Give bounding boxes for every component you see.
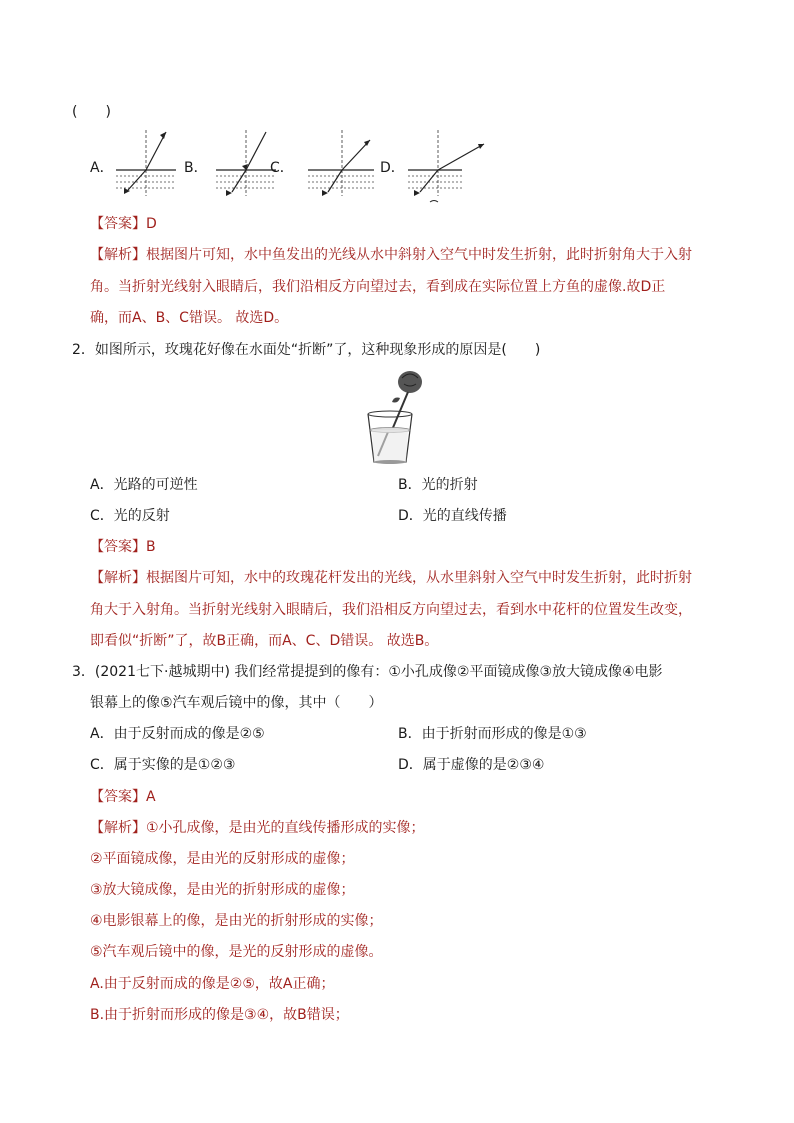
q3-stem-line-1: 3．(2021七下·越城期中) 我们经常提提到的像有：①小孔成像②平面镜成像③放大镜成像④电影 [72, 664, 663, 680]
q3-analysis-tag: 【解析】 [90, 820, 146, 836]
q1-figure-a [112, 126, 180, 198]
q1-stem-tail: ( ) [72, 104, 111, 120]
q2-option-b: B．光的折射 [398, 477, 478, 493]
q3-answer-tag: 【答案】 [90, 789, 146, 805]
q2-analysis-line-1 [90, 568, 692, 588]
q2-answer-value: B [146, 539, 156, 555]
q3-stem-line-2: 银幕上的像⑤汽车观后镜中的像，其中（ ） [90, 695, 383, 711]
q2-analysis-text-1: 根据图片可知，水中的玫瑰花杆发出的光线，从水里斜射入空气中时发生折射，此时折射 [146, 570, 692, 586]
q3-analysis-line-7: B.由于折射而形成的像是③④，故B错误； [90, 1007, 349, 1023]
q1-analysis-text-1: 根据图片可知，水中鱼发出的光线从水中斜射入空气中时发生折射，此时折射角大于入射 [146, 247, 692, 263]
q3-answer [90, 787, 156, 807]
q3-option-d: D．属于虚像的是②③④ [398, 757, 545, 773]
q1-option-d-label: D． [380, 160, 405, 176]
q3-analysis-text-1: ①小孔成像，是由光的直线传播形成的实像； [146, 820, 425, 836]
q1-analysis-tag: 【解析】 [90, 247, 146, 263]
q1-figure-c [304, 126, 376, 198]
q1-answer-value: D [146, 216, 157, 232]
q2-option-c: C．光的反射 [90, 508, 170, 524]
q1-analysis-line-1 [90, 245, 692, 265]
q2-answer [90, 537, 156, 557]
q2-analysis-tag: 【解析】 [90, 570, 146, 586]
q3-analysis-line-1 [90, 818, 425, 838]
q1-analysis-line-2: 角。当折射光线射入眼睛后，我们沿相反方向望过去，看到成在实际位置上方鱼的虚像.故D正 [90, 279, 666, 295]
q3-option-c: C．属于实像的是①②③ [90, 757, 236, 773]
q2-stem: 2．如图所示，玫瑰花好像在水面处“折断”了，这种现象形成的原因是( ) [72, 342, 541, 358]
q1-answer-tag: 【答案】 [90, 216, 146, 232]
q1-option-a-label: A． [90, 160, 114, 176]
q3-analysis-line-3: ③放大镜成像，是由光的折射形成的虚像； [90, 882, 355, 898]
q3-analysis-line-2: ②平面镜成像，是由光的反射形成的虚像； [90, 851, 355, 867]
q1-figure-d [404, 126, 488, 206]
q1-answer [90, 214, 157, 234]
q3-analysis-line-5: ⑤汽车观后镜中的像，是光的反射形成的虚像。 [90, 944, 383, 960]
q3-answer-value: A [146, 789, 156, 805]
q3-analysis-line-4: ④电影银幕上的像，是由光的折射形成的实像； [90, 913, 383, 929]
q3-option-a: A．由于反射而成的像是②⑤ [90, 726, 265, 742]
q2-analysis-line-3: 即看似“折断”了，故B正确，而A、C、D错误。 故选B。 [90, 633, 439, 649]
q1-option-c-label: C． [270, 160, 294, 176]
q3-option-b: B．由于折射而形成的像是①③ [398, 726, 587, 742]
q1-analysis-line-3: 确，而A、B、C错误。 故选D。 [90, 310, 289, 326]
q1-option-b-label: B． [184, 160, 208, 176]
q2-rose-in-glass-figure [364, 368, 440, 466]
q3-analysis-line-6: A.由于反射而成的像是②⑤，故A正确； [90, 976, 335, 992]
q2-answer-tag: 【答案】 [90, 539, 146, 555]
q2-analysis-line-2: 角大于入射角。当折射光线射入眼睛后，我们沿相反方向望过去，看到水中花杆的位置发生改变， [90, 602, 692, 618]
q2-option-d: D．光的直线传播 [398, 508, 507, 524]
q2-option-a: A．光路的可逆性 [90, 477, 198, 493]
